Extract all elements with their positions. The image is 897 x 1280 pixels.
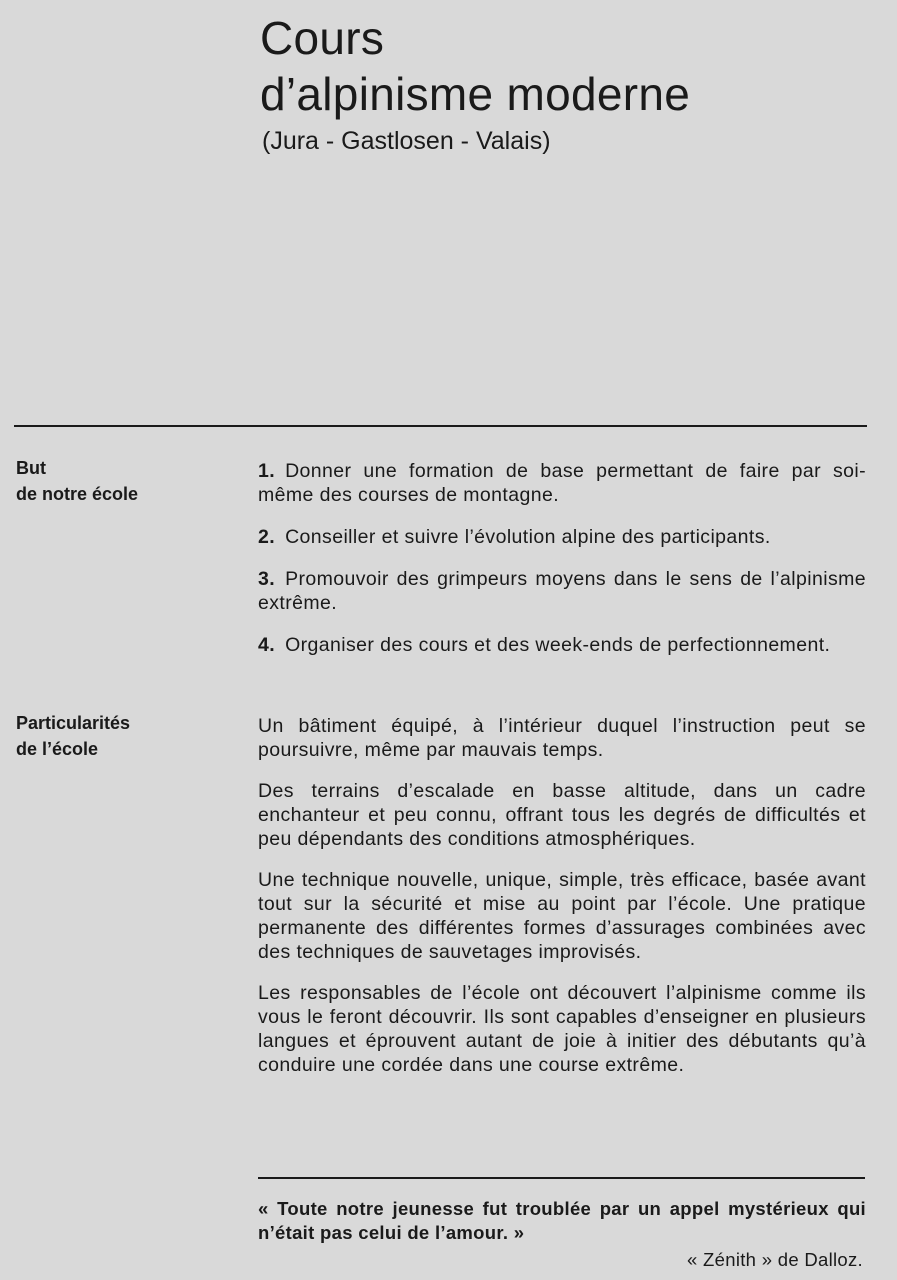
goal-item [258, 525, 866, 549]
goal-number: 4. [258, 634, 276, 656]
quote-source: « Zénith » de Dalloz. [687, 1249, 863, 1270]
feature-paragraph: Des terrains d’escalade en basse altitude, dans un cadre enchanteur et peu connu, offrant tous les degrés de difficultés et peu dépendants des conditions atmosphériques. [258, 780, 866, 850]
goals-label-line-2: de notre école [16, 484, 139, 504]
features-text [258, 714, 866, 1094]
title-line-2: d’alpinisme moderne [260, 68, 691, 120]
features-label-line-1: Particularités [16, 713, 131, 733]
goal-number: 1. [258, 460, 276, 482]
goal-item [258, 459, 866, 507]
features-label-line-2: de l’école [16, 739, 99, 759]
features-label [16, 710, 130, 762]
feature-paragraph: Un bâtiment équipé, à l’intérieur duquel l’instruction peut se poursuivre, même par mauvais temps. [258, 715, 866, 761]
goal-text: Organiser des cours et des week-ends de perfectionnement. [285, 634, 831, 656]
page-title [260, 10, 690, 122]
goal-item [258, 633, 866, 657]
goal-text: Promouvoir des grimpeurs moyens dans le sens de l’alpinisme extrême. [258, 568, 866, 614]
feature-paragraph: Une technique nouvelle, unique, simple, très efficace, basée avant tout sur la sécurité et mise au point par l’école. Une pratique permanente des différentes formes d’assurages combinées avec des techniques de sauvetages improvisés. [258, 869, 866, 963]
bottom-divider [258, 1177, 865, 1179]
quote-text: « Toute notre jeunesse fut troublée par un appel mystérieux qui n’était pas celui de l’amour. » [258, 1198, 866, 1243]
page-subtitle: (Jura - Gastlosen - Valais) [262, 127, 551, 155]
top-divider [14, 425, 867, 427]
feature-paragraph: Les responsables de l’école ont découvert l’alpinisme comme ils vous le feront découvrir. Ils sont capables d’enseigner en plusieurs langues et éprouvent autant de joie à initier des débutants qu’à conduire une cordée dans une course extrême. [258, 982, 866, 1076]
goal-text: Conseiller et suivre l’évolution alpine des participants. [285, 526, 771, 548]
goals-label-line-1: But [16, 458, 46, 478]
goal-number: 2. [258, 526, 276, 548]
goals-list [258, 459, 866, 675]
goal-number: 3. [258, 568, 276, 590]
goal-text: Donner une formation de base permettant de faire par soi-même des courses de montagne. [258, 460, 866, 506]
goal-item [258, 567, 866, 615]
title-line-1: Cours [260, 12, 385, 64]
goals-label [16, 455, 138, 507]
